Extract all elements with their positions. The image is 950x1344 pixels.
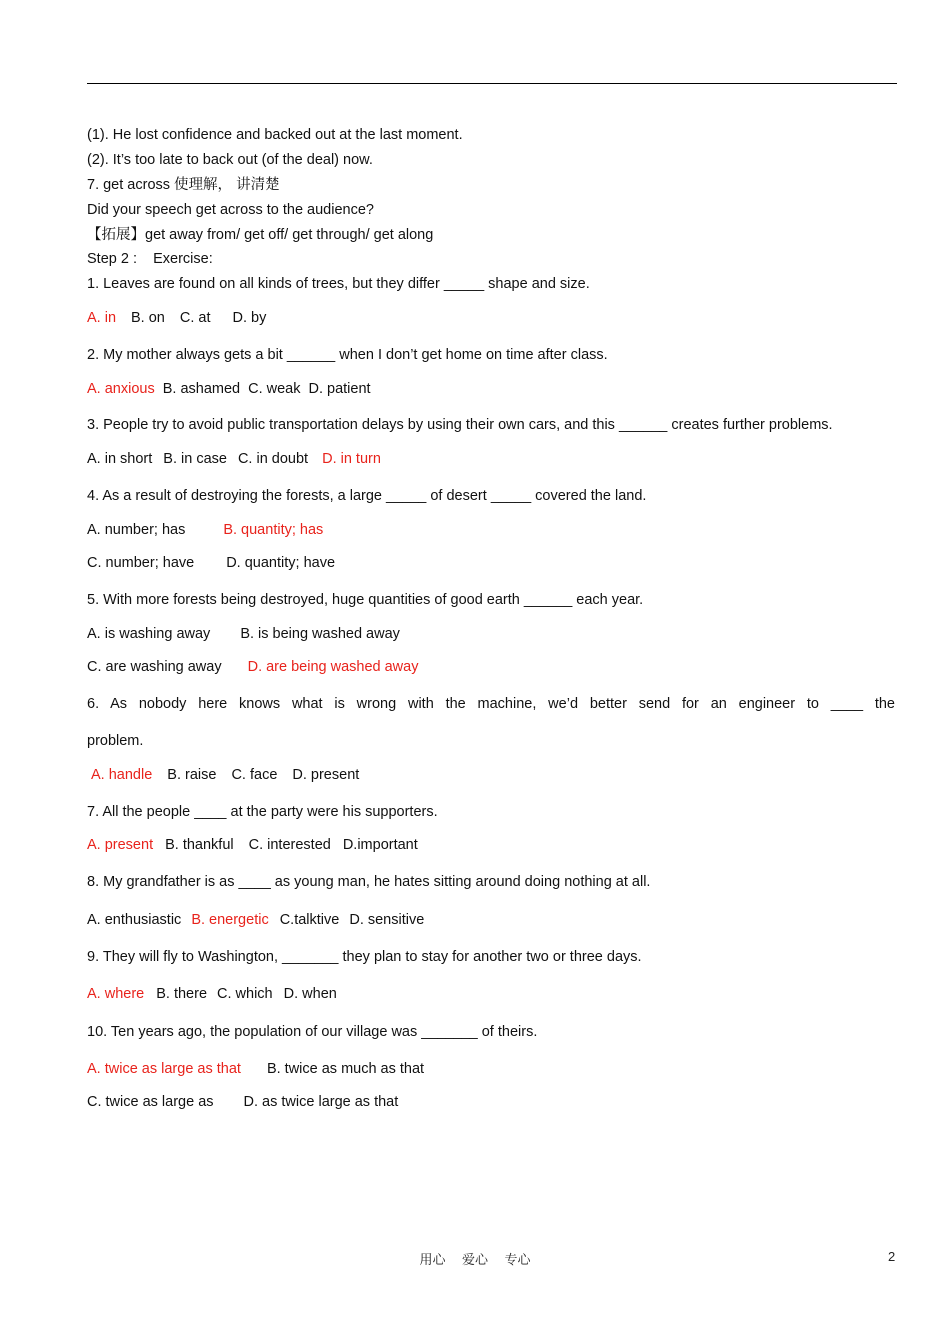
option: D. quantity; have [226, 555, 336, 571]
correct-option: D. are being washed away [247, 659, 419, 675]
note-line: (1). He lost confidence and backed out at the last moment. [87, 127, 463, 143]
option: D. sensitive [349, 912, 425, 928]
option: B. thankful [165, 837, 234, 853]
option: C.talktive [279, 912, 340, 928]
option: C. face [231, 767, 278, 783]
question-stem: 8. My grandfather is as ____ as young man, he hates sitting around doing nothing at all. [87, 874, 651, 890]
option: C. twice as large as [87, 1094, 214, 1110]
option: C. which [217, 986, 273, 1002]
question-stem: 2. My mother always gets a bit ______ when I don’t get home on time after class. [87, 347, 608, 363]
option: C. in doubt [237, 451, 309, 467]
note-line: (2). It’s too late to back out (of the deal) now. [87, 152, 373, 168]
option: B. is being washed away [240, 626, 400, 642]
option: D. when [283, 986, 337, 1002]
option: B. twice as much as that [266, 1061, 425, 1077]
option: A. number; has [87, 522, 186, 538]
page-number: 2 [888, 1249, 896, 1264]
footer-motto: 用心 爱心 专心 [419, 1253, 531, 1268]
correct-option: A. in [87, 310, 117, 326]
question-options [87, 554, 335, 572]
question-stem-continued: problem. [87, 733, 144, 749]
question-options [87, 985, 337, 1003]
option: D. as twice large as that [243, 1094, 399, 1110]
header-rule [87, 83, 897, 84]
correct-option: A. handle [91, 767, 153, 783]
question-options [87, 658, 418, 676]
option: B. on [131, 310, 165, 326]
option: A. in short [87, 451, 153, 467]
correct-option: A. where [87, 986, 145, 1002]
question-options [87, 1060, 424, 1078]
question-stem: 1. Leaves are found on all kinds of trees, but they differ _____ shape and size. [87, 276, 590, 292]
question-stem: 6. As nobody here knows what is wrong with the machine, we’d better send for an engineer to ____ the [87, 696, 895, 712]
question-stem: 5. With more forests being destroyed, huge quantities of good earth ______ each year. [87, 592, 644, 608]
question-options [91, 766, 359, 784]
option: C. interested [248, 837, 331, 853]
option: D. by [232, 310, 267, 326]
correct-option: A. anxious [87, 381, 155, 397]
option: B. raise [167, 767, 217, 783]
question-options [87, 521, 323, 539]
option: C. at [179, 310, 211, 326]
extension-line: 【拓展】get away from/ get off/ get through/ get along [87, 227, 434, 243]
question-options [87, 450, 381, 468]
question-stem: 10. Ten years ago, the population of our village was _______ of theirs. [87, 1024, 538, 1040]
question-options [87, 911, 424, 929]
question-stem: 4. As a result of destroying the forests, a large _____ of desert _____ covered the land. [87, 488, 647, 504]
option: B. ashamed [162, 381, 241, 397]
option: B. there [156, 986, 208, 1002]
correct-option: B. energetic [191, 912, 269, 928]
question-options [87, 836, 418, 854]
correct-option: A. twice as large as that [87, 1061, 241, 1077]
step-heading: Step 2 : Exercise: [87, 251, 213, 267]
option: C. number; have [87, 555, 195, 571]
option: C. are washing away [87, 659, 222, 675]
question-options [87, 625, 400, 643]
option: C. weak [248, 381, 301, 397]
option: D. patient [308, 381, 371, 397]
vocab-heading: 7. get across 使理解， 讲清楚 [87, 177, 280, 193]
question-options [87, 1093, 398, 1111]
question-stem: 7. All the people ____ at the party were his supporters. [87, 804, 438, 820]
question-options [87, 380, 371, 398]
question-stem: 3. People try to avoid public transportation delays by using their own cars, and this ______ creates further problems. [87, 417, 833, 433]
note-line: Did your speech get across to the audience? [87, 202, 374, 218]
option: D.important [342, 837, 418, 853]
option: B. in case [163, 451, 227, 467]
correct-option: D. in turn [322, 451, 381, 467]
question-stem: 9. They will fly to Washington, _______ they plan to stay for another two or three days. [87, 949, 642, 965]
option: A. is washing away [87, 626, 211, 642]
option: D. present [292, 767, 360, 783]
correct-option: B. quantity; has [223, 522, 324, 538]
correct-option: A. present [87, 837, 154, 853]
option: A. enthusiastic [87, 912, 182, 928]
question-options [87, 309, 266, 327]
